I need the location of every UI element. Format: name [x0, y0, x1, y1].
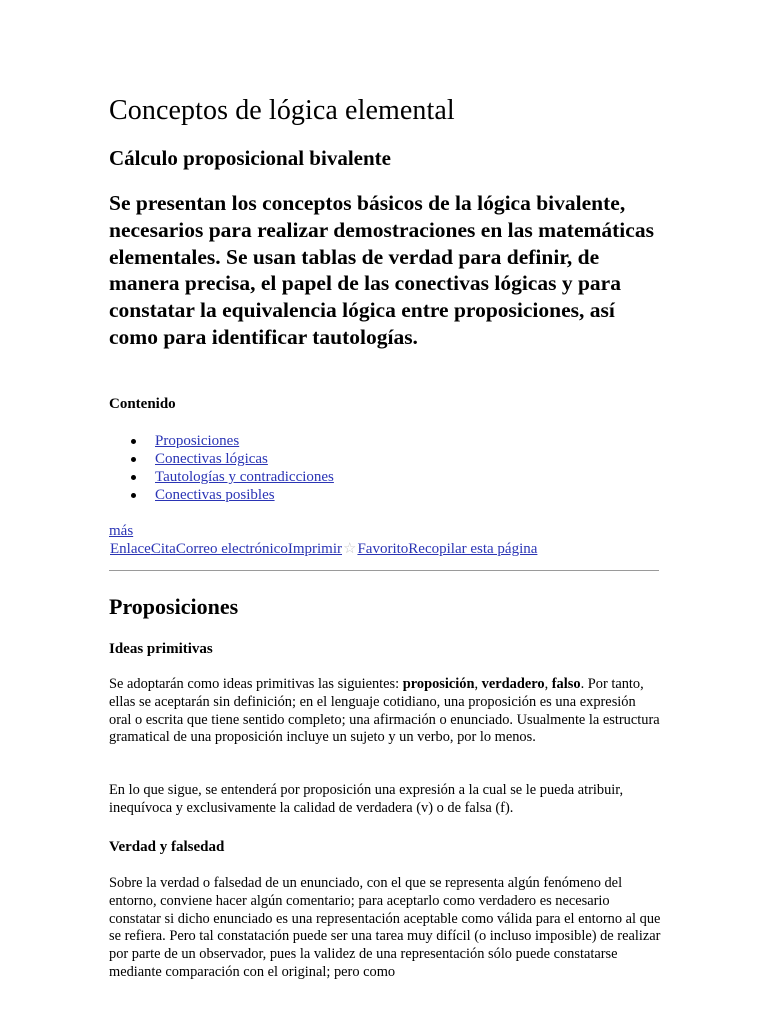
print-link[interactable]: Imprimir [287, 541, 342, 557]
more-link[interactable]: más [109, 523, 134, 539]
star-icon[interactable]: ☆ [343, 541, 357, 557]
contents-item [109, 468, 334, 486]
contents-list [109, 432, 334, 504]
horizontal-divider [109, 570, 659, 571]
email-link[interactable]: Correo electrónico [175, 541, 288, 557]
collect-page-link[interactable]: Recopilar esta página [408, 541, 538, 557]
contents-item [109, 450, 334, 468]
bullet-icon [131, 439, 136, 444]
paragraph-ideas-primitivas [109, 676, 661, 747]
paragraph-text: Se adoptarán como ideas primitivas las siguientes: [109, 676, 403, 692]
contents-item [109, 486, 334, 504]
paragraph-definicion-proposicion: En lo que sigue, se entenderá por proposición una expresión a la cual se le pueda atribuir, inequívoca y exclusivamente la calidad de verdadera (v) o de falsa (f). [109, 782, 624, 816]
contents-item [109, 432, 334, 450]
bullet-icon [131, 475, 136, 480]
subheading-verdad-falsedad: Verdad y falsedad [109, 839, 225, 855]
favorite-link[interactable]: Favorito [357, 541, 409, 557]
section-heading-proposiciones: Proposiciones [109, 594, 239, 619]
separator-text: , [474, 676, 482, 692]
lead-paragraph: Se presentan los conceptos básicos de la lógica bivalente, necesarios para realizar demostraciones en las matemáticas elementales. Se usan tablas de verdad para definir, de manera precisa, el papel de las conectivas lógicas y para constatar la equivalencia lógica entre proposiciones, así como para identificar tautologías. [109, 191, 654, 349]
paragraph-verdad-falsedad: Sobre la verdad o falsedad de un enunciado, con el que se representa algún fenómeno del entorno, conviene hacer algún comentario; para aceptarlo como verdadero es necesario constatar si dicho enunciado es una representación aceptable como válida para el entorno al que se refiera. Pero tal constatación puede ser una tarea muy difícil (o incluso imposible) de realizar por parte de un observador, pues la validez de una representación sólo puede constatarse mediante comparación con el original; pero como [109, 875, 661, 980]
separator-text: , [544, 676, 552, 692]
bullet-icon [131, 493, 136, 498]
enlace-link[interactable]: Enlace [110, 541, 151, 557]
paragraph-text: . Por tanto, ellas se aceptarán sin definición; en el lenguaje cotidiano, una proposición es una expresión oral o escrita que tiene sentido completo; una afirmación o enunciado. Usualmente la estructura gramatical de una proposición incluye un sujeto y un verbo, por lo menos. [109, 676, 660, 746]
term-verdadero: verdadero [481, 676, 545, 692]
cita-link[interactable]: Cita [150, 541, 176, 557]
bullet-icon [131, 457, 136, 462]
subheading-ideas-primitivas: Ideas primitivas [109, 641, 213, 657]
contents-link-conectivas-posibles[interactable]: Conectivas posibles [155, 487, 275, 503]
contents-link-tautologias[interactable]: Tautologías y contradicciones [155, 469, 334, 485]
action-bar [110, 540, 537, 558]
page-subtitle: Cálculo proposicional bivalente [109, 146, 391, 170]
contents-link-conectivas-logicas[interactable]: Conectivas lógicas [155, 451, 268, 467]
contents-link-proposiciones[interactable]: Proposiciones [155, 433, 240, 449]
contents-heading: Contenido [109, 396, 176, 412]
page-title: Conceptos de lógica elemental [109, 95, 455, 126]
term-falso: falso [551, 676, 581, 692]
term-proposicion: proposición [402, 676, 475, 692]
